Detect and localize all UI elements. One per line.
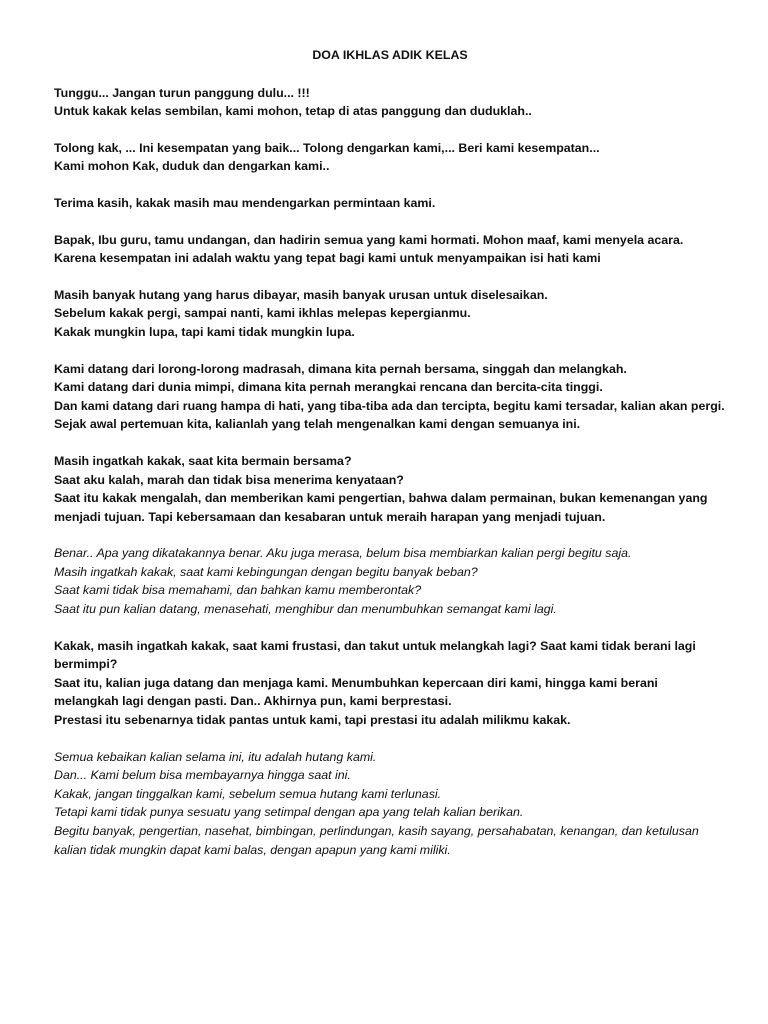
paragraph-line: Masih banyak hutang yang harus dibayar, masih banyak urusan untuk diselesaikan. [54,287,548,302]
paragraph-line: Kakak mungkin lupa, tapi kami tidak mungkin lupa. [54,324,355,339]
paragraph-line: Kakak, jangan tinggalkan kami, sebelum semua hutang kami terlunasi. [54,786,442,801]
document-title: DOA IKHLAS ADIK KELAS [312,48,468,62]
paragraph-line: Begitu banyak, pengertian, nasehat, bimbingan, perlindungan, kasih sayang, persahabatan, kenangan, dan ketulusan kalian tidak mungkin dapat kami balas, dengan apapun yang kami miliki. [54,824,699,857]
paragraph-5 [54,286,726,342]
paragraph-line: Masih ingatkah kakak, saat kami kebingungan dengan begitu banyak beban? [54,564,478,579]
paragraph-line: Prestasi itu sebenarnya tidak pantas untuk kami, tapi prestasi itu adalah milikmu kakak. [54,713,571,728]
paragraph-line: Kakak, masih ingatkah kakak, saat kami frustasi, dan takut untuk melangkah lagi? Saat kami tidak berani lagi bermimpi? [54,638,696,672]
paragraph-line: Tolong kak, ... Ini kesempatan yang baik... Tolong dengarkan kami,... Beri kami kesempatan... [54,140,600,155]
paragraph-10 [54,748,726,860]
paragraph-line: Dan kami datang dari ruang hampa di hati, yang tiba-tiba ada dan tercipta, begitu kami tersadar, kalian akan pergi. [54,398,725,413]
paragraph-2 [54,139,726,176]
paragraph-4 [54,231,726,268]
paragraph-line: Dan... Kami belum bisa membayarnya hingga saat ini. [54,768,351,783]
paragraph-9 [54,637,726,730]
paragraph-line: Benar.. Apa yang dikatakannya benar. Aku juga merasa, belum bisa membiarkan kalian pergi begitu saja. [54,546,632,561]
paragraph-line: Semua kebaikan kalian selama ini, itu adalah hutang kami. [54,749,377,764]
document-page [54,46,726,877]
paragraph-line: Saat itu, kalian juga datang dan menjaga kami. Menumbuhkan kepercaan diri kami, hingga kami berani melangkah lagi dengan pasti. Dan.. Akhirnya pun, kami berprestasi. [54,675,658,709]
paragraph-line: Sebelum kakak pergi, sampai nanti, kami ikhlas melepas kepergianmu. [54,306,471,321]
paragraph-line: Saat aku kalah, marah dan tidak bisa menerima kenyataan? [54,472,404,487]
paragraph-7 [54,452,726,526]
paragraph-line: Kami datang dari lorong-lorong madrasah, dimana kita pernah bersama, singgah dan melangkah. [54,361,627,376]
paragraph-line: Kami mohon Kak, duduk dan dengarkan kami.. [54,159,330,174]
paragraph-8 [54,544,726,618]
paragraph-6 [54,360,726,434]
paragraph-line: Untuk kakak kelas sembilan, kami mohon, tetap di atas panggung dan duduklah.. [54,104,532,119]
paragraph-line: Masih ingatkah kakak, saat kita bermain bersama? [54,453,352,468]
paragraph-line: Kami datang dari dunia mimpi, dimana kita pernah merangkai rencana dan bercita-cita tinggi. [54,380,603,395]
paragraph-line: Bapak, Ibu guru, tamu undangan, dan hadirin semua yang kami hormati. Mohon maaf, kami menyela acara. Karena kesempatan ini adalah waktu yang tepat bagi kami untuk menyampaikan isi hati kami [54,232,684,266]
paragraph-line: Sejak awal pertemuan kita, kalianlah yang telah mengenalkan kami dengan semuanya ini. [54,417,581,432]
paragraph-1 [54,84,726,121]
paragraph-line: Saat itu pun kalian datang, menasehati, menghibur dan menumbuhkan semangat kami lagi. [54,602,557,617]
paragraph-3 [54,194,726,213]
paragraph-line: Tunggu... Jangan turun panggung dulu... !!! [54,85,310,100]
paragraph-line: Tetapi kami tidak punya sesuatu yang setimpal dengan apa yang telah kalian berikan. [54,805,524,820]
paragraph-line: Saat itu kakak mengalah, dan memberikan kami pengertian, bahwa dalam permainan, bukan kemenangan yang menjadi tujuan. Tapi kebersamaan dan kesabaran untuk meraih harapan yang menjadi tujuan. [54,491,708,524]
paragraph-line: Terima kasih, kakak masih mau mendengarkan permintaan kami. [54,195,436,210]
paragraph-line: Saat kami tidak bisa memahami, dan bahkan kamu memberontak? [54,583,422,598]
